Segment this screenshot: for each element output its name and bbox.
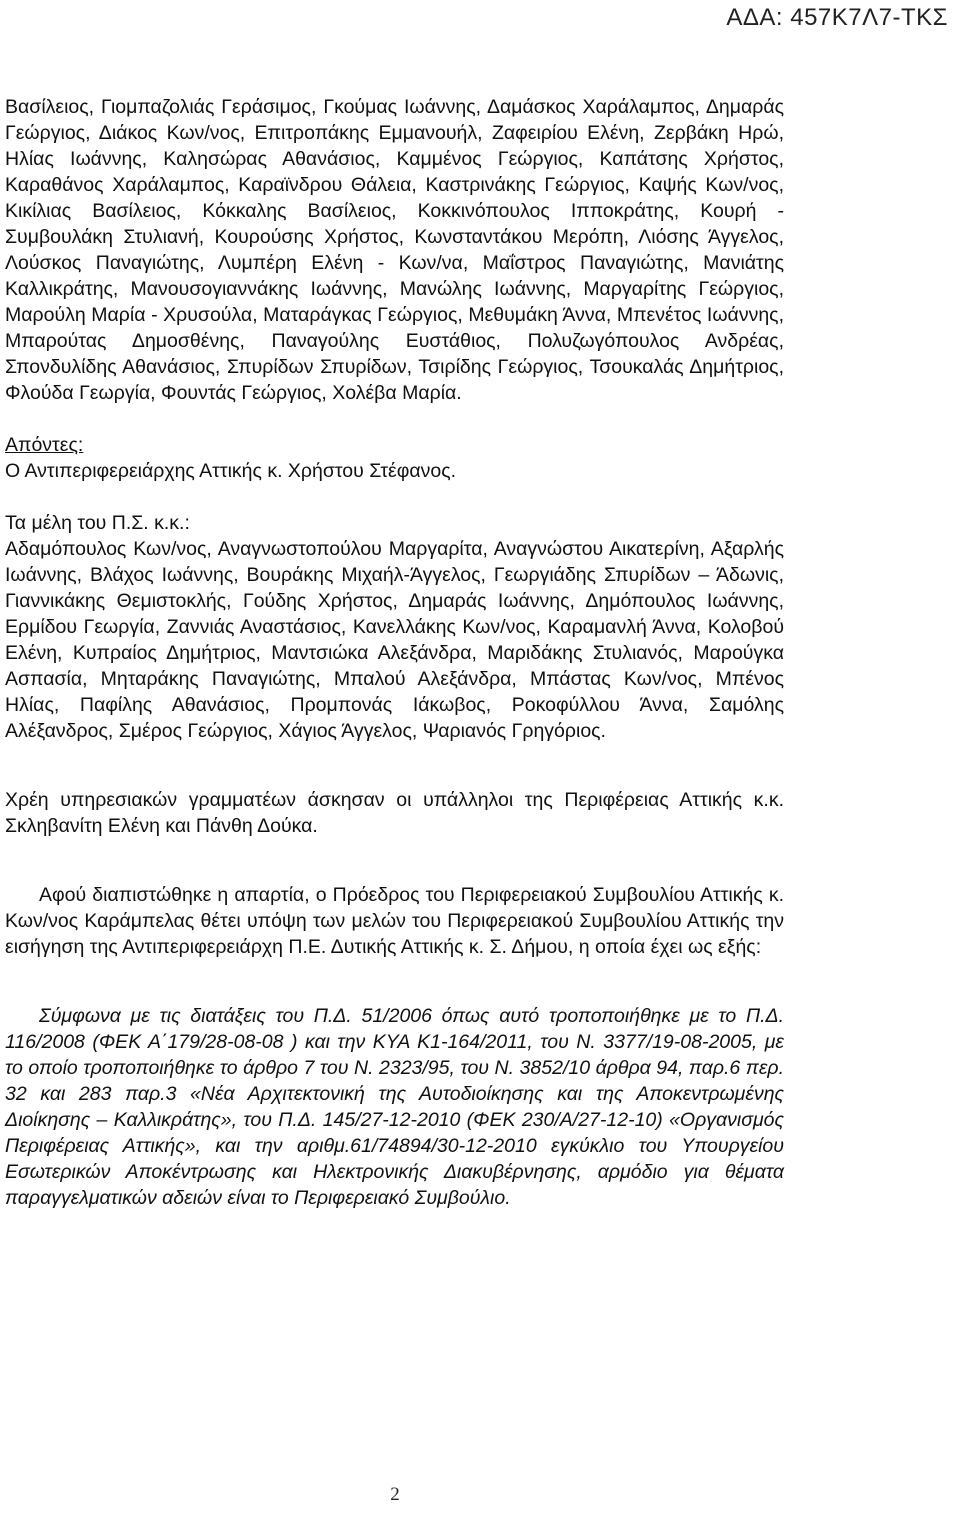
page-number: 2 (390, 1484, 400, 1505)
absent-heading: Απόντες: (5, 434, 84, 456)
legal-basis-paragraph: Σύμφωνα με τις διατάξεις του Π.Δ. 51/2006 όπως αυτό τροποποιήθηκε με το Π.Δ. 116/2008 (ΦΕΚ Α΄179/28-08-08 ) και την ΚΥΑ Κ1-164/2011, του Ν. 3377/19-08-2005, με το οποίο τροποποιήθηκε το άρθρο 7 του Ν. 2323/95, του Ν. 3852/10 άρθρα 94, παρ.6 περ. 32 και 283 παρ.3 «Νέα Αρχιτεκτονική της Αυτοδιοίκησης και της Αποκεντρωμένης Διοίκησης – Καλλικράτης», του Π.Δ. 145/27-12-2010 (ΦΕΚ 230/Α/27-12-10) «Οργανισμός Περιφέρειας Αττικής», και την αριθμ.61/74894/30-12-2010 εγκύκλιο του Υπουργείου Εσωτερικών Αποκέντρωσης και Ηλεκτρονικής Διακυβέρνησης, αρμόδιο για θέματα παραγγελματικών αδειών είναι το Περιφερειακό Συμβούλιο. (5, 1005, 784, 1209)
members-heading: Τα μέλη του Π.Σ. κ.κ.: (5, 512, 190, 534)
members-list: Αδαμόπουλος Κων/νος, Αναγνωστοπούλου Μαργαρίτα, Αναγνώστου Αικατερίνη, Αξαρλής Ιωάννης, Βλάχος Ιωάννης, Βουράκης Μιχαήλ-Άγγελος, Γεωργιάδης Σπυρίδων – Άδωνις, Γιαννικάκης Θεμιστοκλής, Γούδης Χρήστος, Δημαράς Ιωάννης, Δημόπουλος Ιωάννης, Ερμίδου Γεωργία, Ζαννιάς Αναστάσιος, Κανελλάκης Κων/νος, Καραμανλή Άννα, Κολοβού Ελένη, Κυπραίος Δημήτριος, Μαντσιώκα Αλεξάνδρα, Μαριδάκης Στυλιανός, Μαρούγκα Ασπασία, Μηταράκης Παναγιώτης, Μπαλού Αλεξάνδρα, Μπάστας Κων/νος, Μπένος Ηλίας, Παφίλης Αθανάσιος, Προμπονάς Ιάκωβος, Ροκοφύλλου Άννα, Σαμόλης Αλέξανδρος, Σμέρος Γεώργιος, Χάγιος Άγγελος, Ψαριανός Γρηγόριος. (5, 538, 784, 742)
quorum-paragraph: Αφού διαπιστώθηκε η απαρτία, ο Πρόεδρος του Περιφερειακού Συμβουλίου Αττικής κ. Κων/νος Καράμπελας θέτει υπόψη των μελών του Περιφερειακού Συμβουλίου Αττικής την εισήγηση της Αντιπεριφερειάρχη Π.Ε. Δυτικής Αττικής κ. Σ. Δήμου, η οποία έχει ως εξής: (5, 884, 784, 958)
document-body (5, 94, 784, 1211)
absent-text: Ο Αντιπεριφερειάρχης Αττικής κ. Χρήστου Στέφανος. (5, 460, 457, 482)
ada-code: ΑΔΑ: 457Κ7Λ7-ΤΚΣ (726, 4, 948, 31)
secretaries-paragraph: Χρέη υπηρεσιακών γραμματέων άσκησαν οι υπάλληλοι της Περιφέρειας Αττικής κ.κ. Σκληβανίτη Ελένη και Πάνθη Δούκα. (5, 789, 784, 837)
present-members-list: Βασίλειος, Γιομπαζολιάς Γεράσιμος, Γκούμας Ιωάννης, Δαμάσκος Χαράλαμπος, Δημαράς Γεώργιος, Διάκος Κων/νος, Επιτροπάκης Εμμανουήλ, Ζαφειρίου Ελένη, Ζερβάκη Ηρώ, Ηλίας Ιωάννης, Καλησώρας Αθανάσιος, Καμμένος Γεώργιος, Καπάτσης Χρήστος, Καραθάνος Χαράλαμπος, Καραϊνδρου Θάλεια, Καστρινάκης Γεώργιος, Καψής Κων/νος, Κικίλιας Βασίλειος, Κόκκαλης Βασίλειος, Κοκκινόπουλος Ιπποκράτης, Κουρή - Συμβουλάκη Στυλιανή, Κουρούσης Χρήστος, Κωνσταντάκου Μερόπη, Λιόσης Άγγελος, Λούσκος Παναγιώτης, Λυμπέρη Ελένη - Κων/να, Μαΐστρος Παναγιώτης, Μανιάτης Καλλικράτης, Μανουσογιαννάκης Ιωάννης, Μανώλης Ιωάννης, Μαργαρίτης Γεώργιος, Μαρούλη Μαρία - Χρυσούλα, Ματαράγκας Γεώργιος, Μεθυμάκη Άννα, Μπενέτος Ιωάννης, Μπαρούτας Δημοσθένης, Παναγούλης Ευστάθιος, Πολυζωγόπουλος Ανδρέας, Σπονδυλίδης Αθανάσιος, Σπυρίδων Σπυρίδων, Τσιρίδης Γεώργιος, Τσουκαλάς Δημήτριος, Φλούδα Γεωργία, Φουντάς Γεώργιος, Χολέβα Μαρία. (5, 96, 784, 404)
